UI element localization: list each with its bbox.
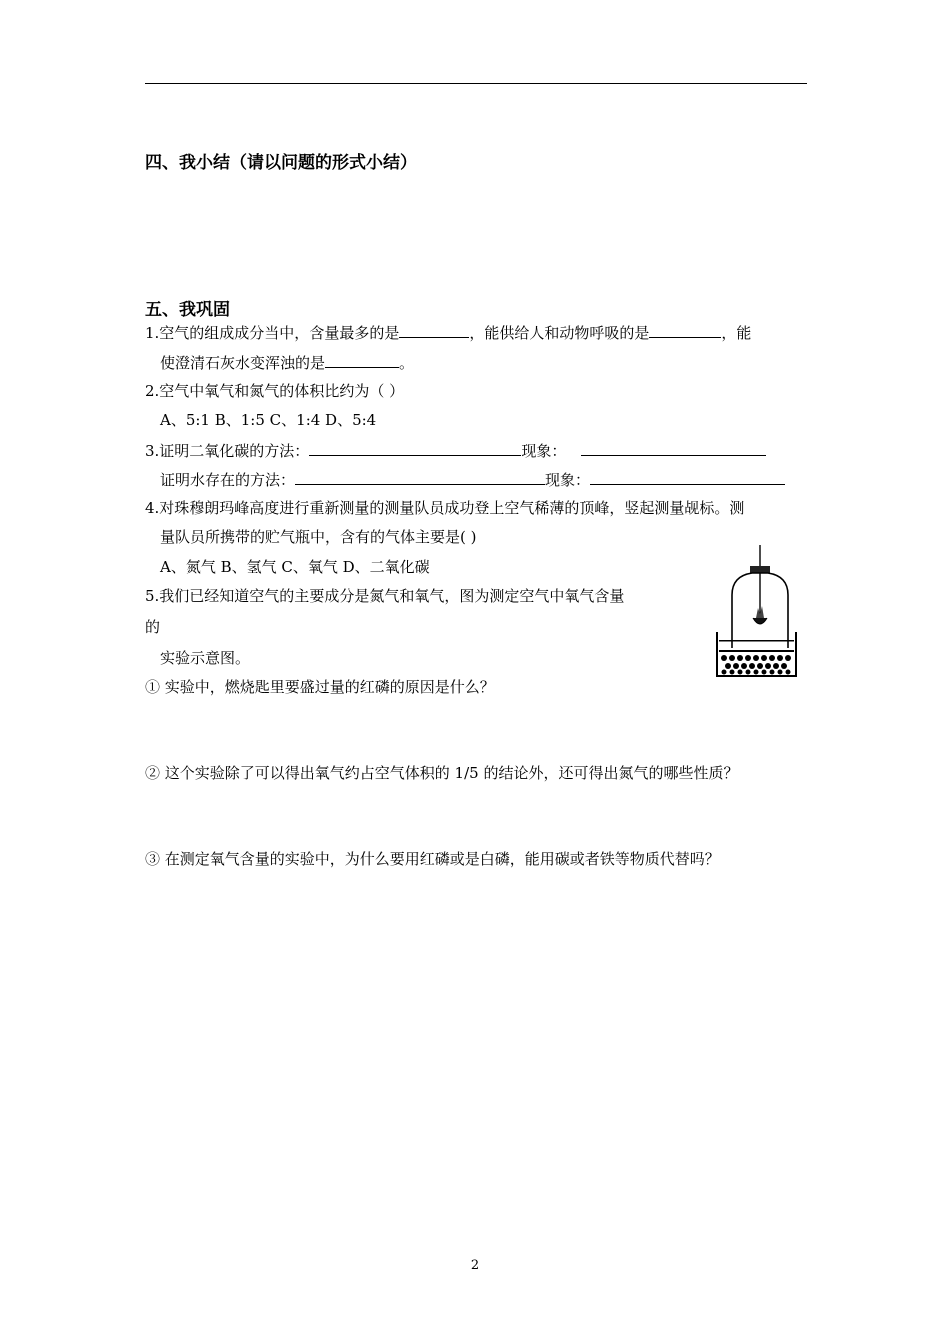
page-number: 2 xyxy=(470,1258,480,1273)
q3-blank-2[interactable] xyxy=(581,440,766,456)
q3-blank-4[interactable] xyxy=(590,469,785,485)
q1-text-3: ，能 xyxy=(721,324,752,342)
q1-line1 xyxy=(145,322,751,343)
header-rule xyxy=(145,83,807,84)
q1-text-1: 1.空气的组成成分当中，含量最多的是 xyxy=(145,324,400,342)
q5-line3: 实验示意图。 xyxy=(160,649,251,667)
q2-options: A、5:1 B、1:5 C、1:4 D、5:4 xyxy=(160,411,377,429)
q3-text-2: 现象： xyxy=(521,442,567,460)
section5-heading: 五、我巩固 xyxy=(145,300,230,320)
q3-line1 xyxy=(145,440,766,461)
q4-line1: 4.对珠穆朗玛峰高度进行重新测量的测量队员成功登上空气稀薄的顶峰，竖起测量觇标。测 xyxy=(145,499,745,517)
q3-text-4: 现象： xyxy=(545,471,591,489)
q3-blank-1[interactable] xyxy=(309,440,521,456)
q3-text-1: 3.证明二氧化碳的方法： xyxy=(145,442,310,460)
q1-text-5: 。 xyxy=(399,354,415,372)
q1-text-2: ，能供给人和动物呼吸的是 xyxy=(469,324,650,342)
section4-heading: 四、我小结（请以问题的形式小结） xyxy=(145,153,417,173)
q3-blank-3[interactable] xyxy=(295,469,545,485)
q2-stem: 2.空气中氧气和氮气的体积比约为（ ） xyxy=(145,382,405,400)
q1-text-4: 使澄清石灰水变浑浊的是 xyxy=(160,354,326,372)
q5-sub2: ② 这个实验除了可以得出氧气约占空气体积的 1/5 的结论外，还可得出氮气的哪些性质？ xyxy=(145,764,739,782)
q4-options: A、氮气 B、氢气 C、氧气 D、二氧化碳 xyxy=(160,558,430,576)
oxygen-experiment-apparatus-figure xyxy=(712,540,802,690)
q5-sub3: ③ 在测定氧气含量的实验中，为什么要用红磷或是白磷，能用碳或者铁等物质代替吗？ xyxy=(145,850,720,868)
q1-line2 xyxy=(160,352,414,373)
q3-text-3: 证明水存在的方法： xyxy=(160,471,296,489)
q5-line1: 5.我们已经知道空气的主要成分是氮气和氧气，图为测定空气中氧气含量 xyxy=(145,587,625,605)
q1-blank-1[interactable] xyxy=(399,322,469,338)
q3-line2 xyxy=(160,469,785,490)
q1-blank-3[interactable] xyxy=(325,352,399,368)
q5-sub1: ① 实验中，燃烧匙里要盛过量的红磷的原因是什么？ xyxy=(145,678,495,696)
q4-line2: 量队员所携带的贮气瓶中，含有的气体主要是( ) xyxy=(160,528,477,546)
q1-blank-2[interactable] xyxy=(649,322,721,338)
q5-line2: 的 xyxy=(145,618,161,636)
